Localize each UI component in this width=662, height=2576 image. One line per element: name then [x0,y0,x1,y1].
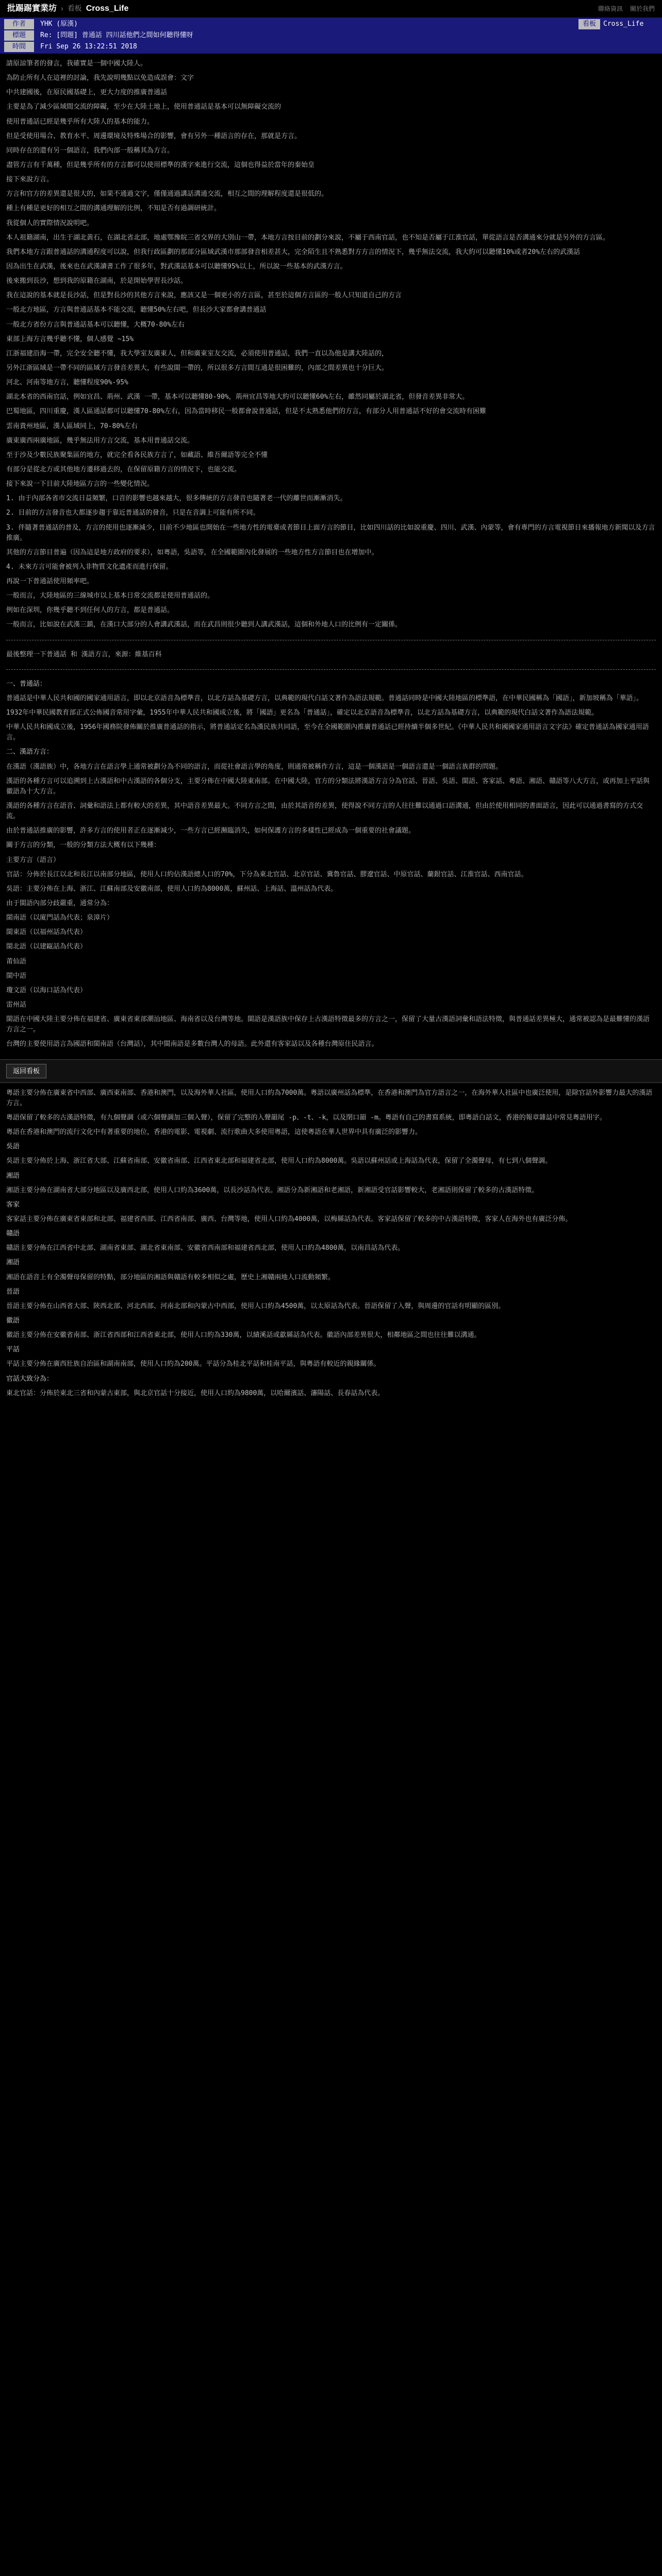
list-item: 吳語：主要分佈在上海、浙江、江蘇南部及安徽南部，使用人口約為8000萬，蘇州話、上海話、溫州話為代表。 [6,885,338,893]
paragraph: 一般北方省份方言與普通話基本可以聽懂，大概70-80%左右 [6,320,185,329]
paragraph: 江浙福建沿海一帶，完全安全聽不懂，我大學室友廣東人，但和廣東室友交流，必須使用普通話，我們一直以為他是講大陸話的， [6,349,389,358]
author-value: YHK (原漢) [40,20,78,28]
paragraph: 但是受使用場合、教育水平、周邊環境及特殊場合的影響，會有另外一種語言的存在，那就是方言。 [6,132,302,140]
paragraph: 一般北方地區，方言與普通話基本不能交流，聽懂50%左右吧，但長沙大家都會講普通話 [6,306,267,314]
paragraph: 另外江浙區域是一帶不同的區域方言發音差異大，有些說閩一帶的，所以很多方言間互通是很困難的，內部之間差異也十分巨大。 [6,364,389,372]
paragraph: 因為出生在武漢，後來也在武漢讀書工作了很多年，對武漢話基本可以聽懂95%以上，所以說一些基本的武漢方言。 [6,262,347,270]
paragraph: 4. 未來方言可能會被列入非物質文化遺產而進行保留。 [6,563,173,571]
article-body-continued [0,1083,662,1408]
section-text-b [6,1088,656,1138]
paragraph: 接下來說方言。 [6,176,54,184]
list-item: 閩南語（以廈門話為代表；泉漳片） [6,914,114,922]
breadcrumb-separator: › [61,4,63,13]
paragraph: 我在這說的基本就是長沙話，但是對長沙的其他方言來說，應該又是一個更小的方言區，甚至於這個方言區的一般人只知道自己的方言 [6,292,402,300]
paragraph: 漢語的各種方言可以追溯到上古漢語和中古漢語的各個分支，主要分佈在中國大陸東南部。在中國大陸，官方的分類法將漢語方言分為官話、晉語、吳語、閩語、客家話、粵語、湘語、贛語等八大方言，或再加上平話與徽語為十大方言。 [6,777,650,795]
list-item: 閩北語（以建甌話為代表） [6,943,87,951]
article-body [0,54,662,1059]
breadcrumb [7,3,128,15]
paragraph: 廣東廣西兩廣地區，幾乎無法用方言交流，基本用普通話交流。 [6,436,194,445]
section-heading: 湘語 [6,1172,20,1180]
section-heading: 平話 [6,1346,20,1354]
paragraph: 種上有種是更好的相互之間的溝通理解的比例，不知是否有過調研統計。 [6,205,221,213]
paragraph: 方言和官方的差異還是很大的，如果不通過文字，僅僅通過講話溝通交流，相互之間的理解程度還是很低的。 [6,190,328,198]
paragraph: 客家話主要分佈在廣東省東部和北部、福建省西部、江西省南部、廣西、台灣等地，使用人口約為4000萬，以梅縣話為代表。客家話保留了較多的中古漢語特徵，客家人在海外也有廣泛分佈。 [6,1215,572,1223]
paragraph: 由於普通話推廣的影響，許多方言的使用者正在逐漸減少，一些方言已經瀕臨消失，如何保護方言的多樣性已經成為一個重要的社會議題。 [6,827,416,835]
paragraph: 一般而言，大陸地區的三線城市以上基本日常交流都是使用普通話的。 [6,592,214,600]
author-row [4,19,658,30]
paragraph: 使用普通話已經是幾乎所有大陸人的基本的能力。 [6,117,154,126]
dialect-sections [6,1142,656,1369]
dialect-area-title: 由于閩語內部分歧嚴重，通常分為： [6,900,114,908]
time-row [4,41,658,53]
section-1-body [6,693,656,743]
top-nav [0,0,662,18]
paragraph: 有部分是從北方或其他地方遷移過去的，在保留原籍方言的情況下，也能交流。 [6,465,241,473]
section-1-title: 一、普通話： [6,680,47,688]
top-right-links [598,4,655,14]
paragraph: 主要是為了減少區域間交流的障礙，至少在大陸土地上，使用普通話是基本可以無障礙交流的 [6,103,282,111]
board-value: Cross_Life [603,20,644,28]
paragraph: 粵語在香港和澳門的流行文化中有著重要的地位，香港的電影、電視劇、流行歌曲大多使用粵語，這使粵語在華人世界中具有廣泛的影響力。 [6,1128,422,1137]
guanhua-title: 官話大致分為： [6,1375,54,1383]
section-heading: 晉語 [6,1287,20,1296]
guanhua-list [6,1388,656,1399]
paragraph: 再說一下普通話使用頻率吧。 [6,578,94,586]
paragraph: 在漢語（漢語族）中，各地方言在語言學上通常被劃分為不同的語言，而從社會語言學的角度，則通常被稱作方言，這是一個漢語是一個語言還是一個語言族群的問題。 [6,762,503,771]
paragraph: 盡管方言有千萬種，但是幾乎所有的方言都可以使用標準的漢字來進行交流，這個也得益於當年的秦始皇 [6,161,315,169]
paragraph: 贛語主要分佈在江西省中北部、湖南省東部、湖北省東南部、安徽省西南部和福建省西北部，使用人口約為4800萬，以南昌話為代表。 [6,1244,405,1252]
list-item: 官話：分佈於長江以北和長江以南部分地區，使用人口約佔漢語總人口的70%，下分為東北官話、北京官話、冀魯官話、膠遼官話、中原官話、蘭銀官話、江淮官話、西南官話。 [6,870,528,878]
paragraph: 徽語主要分佈在安徽省南部、浙江省西部和江西省東北部，使用人口約為330萬，以績溪話或歙縣話為代表。徽語內部差異很大，相鄰地區之間也往往難以溝通。 [6,1331,481,1340]
divider [6,669,656,670]
paragraph: 至于沙及少數民族聚集區的地方，就完全看各民族方言了，如藏語、維吾爾語等完全不懂 [6,451,268,459]
paragraph: 台灣的主要使用語言為國語和閩南語（台灣話），其中閩南語是多數台灣人的母語。此外還有客家話以及各種台灣原住民語言。 [6,1040,378,1048]
board-prefix: 看板 [67,4,82,13]
section-text-a [6,1014,656,1049]
section-heading: 客家 [6,1200,20,1209]
paragraph: 本人祖籍湖南，出生于湖北黃石，在湖北省北部，地處鄂豫皖三省交界的大別山一帶，本地方言按目前的劃分來說，不屬于西南官話，也不知是否屬于江淮官話，單從語言是否溝通來分就是另外的方言區。 [6,233,610,242]
back-to-board-button[interactable]: 返回看板 [6,1064,46,1078]
paragraph: 關于方言的分類，一般的分類方法大概有以下幾種： [6,841,161,850]
section-heading: 吳語 [6,1143,20,1151]
board-label: 看板 [578,19,600,29]
paragraph: 東部上海方言幾乎聽不懂，個人感覺 ~15% [6,335,134,343]
paragraph: 後來搬到長沙，想到我的原籍在湖南，於是開始學習長沙話。 [6,277,188,285]
list-item: 閩東語（以福州話為代表） [6,928,87,937]
paragraph: 同時存在的還有另一個語言，我們內部一般稱其為方言。 [6,146,174,155]
section-heading: 徽語 [6,1316,20,1325]
paragraph: 吳語主要分佈於上海、浙江省大部、江蘇省南部、安徽省南部、江西省東北部和福建省北部，使用人口約為8000萬。吳語以蘇州話或上海話為代表，保留了全濁聲母，有七到八個聲調。 [6,1157,552,1165]
title-value: Re: [問題] 普通話 四川話他們之間如何聽得懂呀 [40,31,193,39]
section-2-body [6,762,656,851]
paragraph: 閩語在中國大陸主要分佈在福建省、廣東省東部潮汕地區、海南省以及台灣等地。閩語是漢語族中保存上古漢語特徵最多的方言之一，保留了大量古漢語詞彙和語法特徵，與普通話差異極大，通常被認為是最難懂的漢語方言之一。 [6,1015,650,1034]
about-link[interactable]: 關於我們 [630,5,655,12]
paragraph: 河北、河南等地方言，聽懂程度90%-95% [6,379,128,387]
paragraph: 粵語保留了較多的古漢語特徵，有九個聲調（或六個聲調加三個入聲），保留了完整的入聲韻尾 -p、-t、-k，以及閉口韻 -m。粵語有自己的書寫系統，即粵語白話文，香港的報章雜誌中常見粵語用字。 [6,1113,606,1122]
board-link[interactable]: Cross_Life [86,4,129,13]
paragraph: 接下來說一下目前大陸地區方言的一些變化情況。 [6,480,154,488]
paragraph: 我從個人的實際情況說明吧。 [6,219,94,227]
list-item: 閩中語 [6,972,27,980]
paragraph: 粵語主要分佈在廣東省中西部、廣西東南部、香港和澳門，以及海外華人社區，使用人口約為7000萬。粵語以廣州話為標準，在香港和澳門為官方語言之一，在海外華人社區中也廣泛使用，是除官話外影響力最大的漢語方言。 [6,1089,653,1107]
paragraph: 湖北本省的西南官話，例如宜昌、荊州、武漢 一帶，基本可以聽懂80-90%，荊州宜昌等地大約可以聽懂60%左右，雖然同屬於湖北省，但發音差異非常大。 [6,393,469,401]
paragraph: 中共建國後，在原民國基礎上，更大力度的推廣普通話 [6,89,168,97]
paragraph: 中華人民共和國成立後，1956年國務院發佈關於推廣普通話的指示，將普通話定名為漢民族共同語，至今在全國範圍內推廣普通話已經持續半個多世紀。《中華人民共和國國家通用語言文字法》確定普通話為國家通用語言。 [6,723,649,742]
paragraph: 我們本地方言跟普通話的溝通程度可以說，但我行政區劃的那部分區域武漢市那部發音相差甚大，完全陌生且不熟悉對方方言的情況下，幾乎無法交流，我大約可以聽懂10%或者20%左右的武漢話 [6,248,580,256]
paragraph: 2. 目前的方言發音也大都逐步趨于靠近普通話的發音，只是在音調上可能有所不同。 [6,509,260,517]
dialect-areas [6,913,656,1010]
paragraph: 為防止所有人在這裡的討論，我先說明幾點以免造成誤會：文字 [6,74,194,82]
quote-intro: 最後整理一下普通話 和 漢語方言，來源：維基百科 [6,650,162,658]
time-value: Fri Sep 26 13:22:51 2018 [40,42,137,50]
title-label: 標題 [4,30,34,41]
paragraph: 平話主要分佈在廣西壯族自治區和湖南南部，使用人口約為200萬。平話分為桂北平話和桂南平話，與粵語有較近的親緣關係。 [6,1360,380,1368]
body-top [6,59,656,631]
paragraph: 湘語在語音上有全濁聲母保留的特點，部分地區的湘語與贛語有較多相似之處，歷史上湘贛兩地人口流動頻繁。 [6,1273,335,1281]
article-header [0,18,662,54]
contact-link[interactable]: 聯絡資訊 [598,5,623,12]
paragraph: 一般而言，比如說在武漢三鎮，在漢口大部分的人會講武漢話，而在武昌則很少聽到人講武漢話，這個和外地人口的比例有一定關係。 [6,621,402,629]
section-heading: 湘語 [6,1259,20,1267]
list-title: 主要方言（語言） [6,856,60,864]
site-logo-link[interactable]: 批踢踢實業坊 [7,4,57,13]
time-label: 時間 [4,42,34,52]
paragraph: 1932年中華民國教育部正式公佈國音常用字彙，1955年中華人民共和國成立後，將「國語」更名為「普通話」，確定以北京語音為標準音，以北方話為基礎方言，以典範的現代白話文著作為語法規範。 [6,709,599,717]
paragraph: 1. 由于內部各省市交流日益頻繁，口音的影響也越來越大，很多傳統的方言發音也隨著老一代的離世而漸漸消失。 [6,495,347,503]
section-heading: 贛語 [6,1230,20,1238]
author-label: 作者 [4,19,34,29]
paragraph: 3. 伴隨著普通話的普及，方言的使用也逐漸減少，目前不少地區也開始在一些地方性的電臺或者節目上面方言的節目，比如四川話的比如說重慶、四川、武漢、內蒙等，會有專門的方言電視節目來播報地方新聞以及方言推廣。 [6,523,655,542]
paragraph: 晉語主要分佈在山西省大部、陝西北部、河北西部、河南北部和內蒙古中西部，使用人口約為4500萬，以太原話為代表。晉語保留了入聲，與周邊的官話有明顯的區別。 [6,1302,505,1310]
section-2-title: 二、漢語方言： [6,748,54,756]
list-item: 瓊文語（以海口話為代表） [6,986,87,994]
dialect-list [6,870,656,894]
paragraph: 巴蜀地區，四川重慶，漢人區通話都可以聽懂70-80%左右，因為當時移民一般都會說普通話，但是不太熟悉他們的方言，有部分人用普通話不好的會交流時有困難 [6,408,486,416]
paragraph: 請原諒筆者的發言，我確實是一個中國大陸人。 [6,60,147,67]
paragraph: 湘語主要分佈在湖南省大部分地區以及廣西北部，使用人口約為3600萬，以長沙話為代表。湘語分為新湘語和老湘語，新湘語受官話影響較大，老湘語則保留了較多的古漢語特徵。 [6,1186,539,1194]
paragraph: 例如在深圳，你幾乎聽不到任何人的方言，都是普通話。 [6,606,174,615]
title-row [4,30,658,41]
paragraph: 雲南貴州地區，漢人區域同上，70-80%左右 [6,422,138,430]
list-item: 東北官話：分佈於東北三省和內蒙古東部，與北京官話十分接近，使用人口約為9800萬，以哈爾濱話、瀋陽話、長春話為代表。 [6,1389,385,1397]
paragraph: 普通話是中華人民共和國的國家通用語言，即以北京語音為標準音，以北方話為基礎方言，以典範的現代白話文著作為語法規範。普通話同時是中國大陸地區的標準語，在中華民國稱為「國語」，新加坡稱為「華語」。 [6,694,643,702]
paragraph: 其他的方言節目普遍（因為這是地方政府的要求），如粵語，吳語等，在全國範圍內化發展的一些地方性方言節目也在增加中。 [6,548,378,556]
paragraph: 漢語的各種方言在語音、詞彙和語法上都有較大的差異，其中語音差異最大。不同方言之間，由於其語音的差異，使得說不同方言的人往往難以通過口語溝通，但由於使用相同的書面語言，因此可以通過書寫的方式交流。 [6,802,643,821]
back-bar [0,1059,662,1083]
list-item: 莆仙語 [6,957,27,965]
list-item: 雷州話 [6,1001,27,1009]
